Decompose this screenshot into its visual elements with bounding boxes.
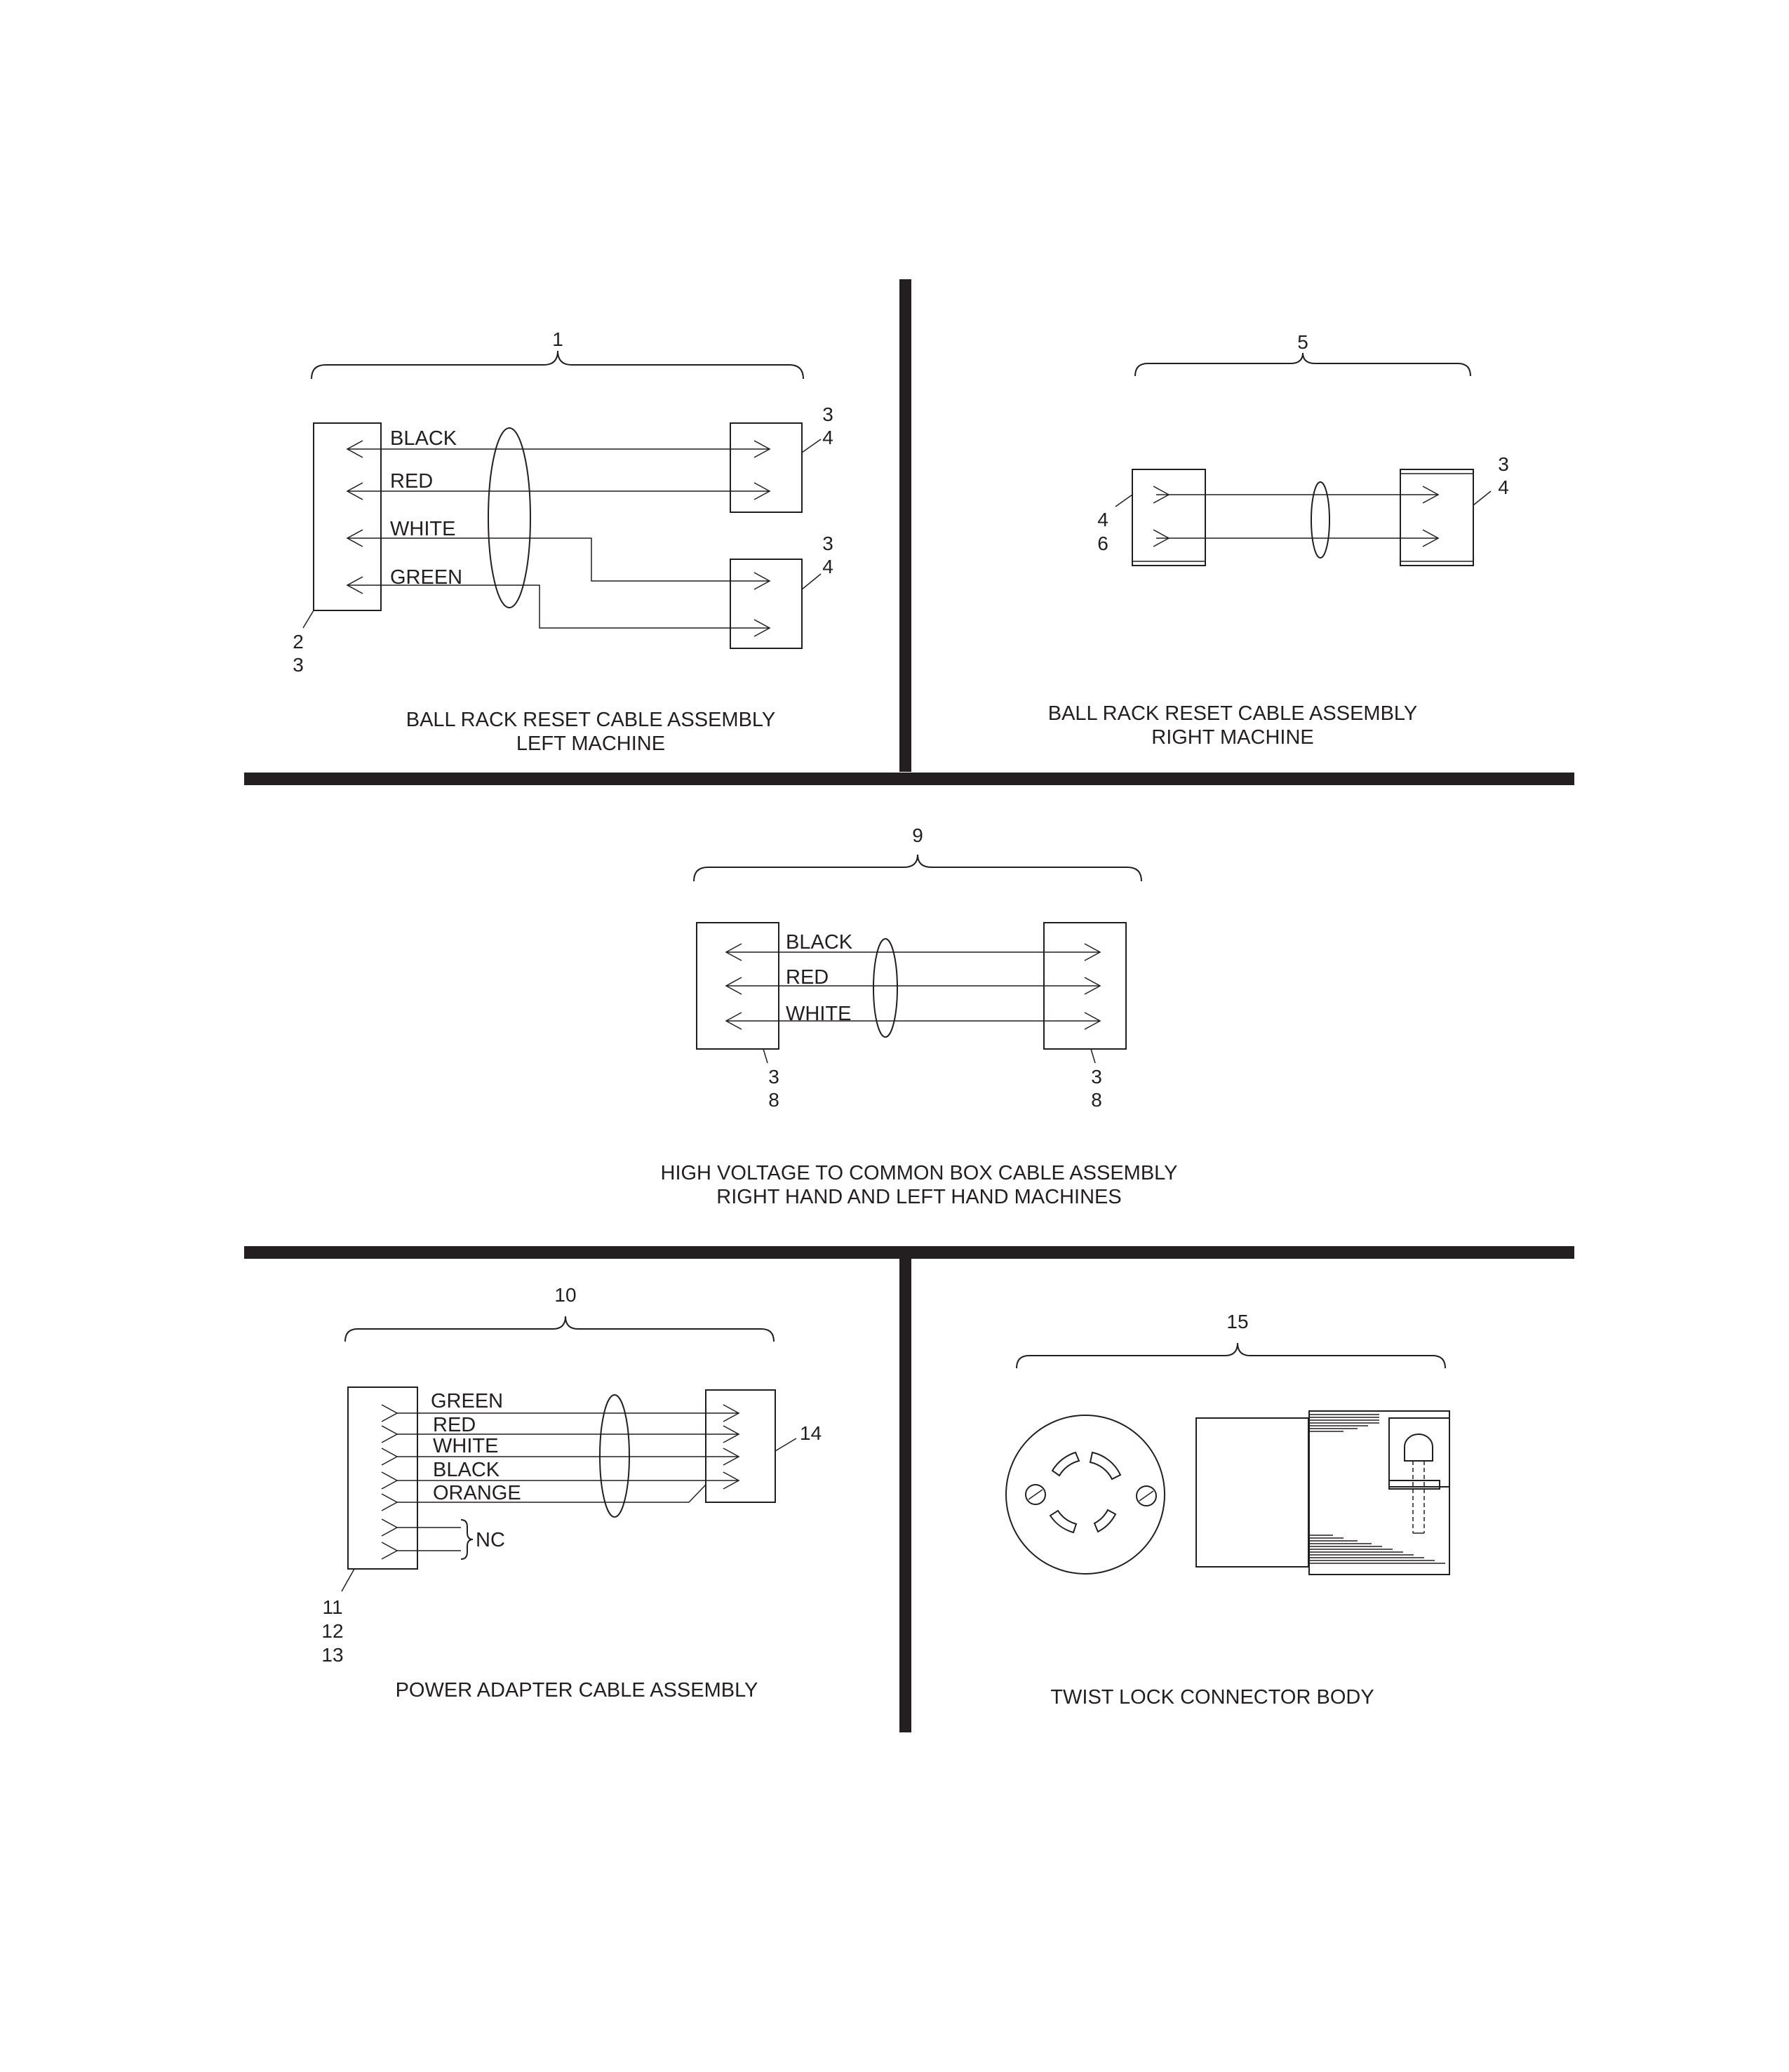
panel-title-line1: BALL RACK RESET CABLE ASSEMBLY [406, 709, 776, 731]
ref-right-b: 4 [1498, 476, 1509, 498]
wire-label-green: GREEN [390, 566, 463, 589]
brace-5 [1135, 353, 1470, 376]
panel-title-line2: LEFT MACHINE [516, 733, 666, 755]
ref-upper-right-a: 3 [822, 403, 833, 425]
panel-title-line2: RIGHT MACHINE [1151, 726, 1314, 749]
wire-label-white: WHITE [390, 518, 456, 540]
left-connector [1132, 469, 1205, 566]
wire-label-white: WHITE [433, 1435, 499, 1457]
wire-label-red: RED [390, 470, 434, 493]
twist-lock-side [1196, 1411, 1449, 1575]
ref-left-a: 4 [1097, 509, 1108, 530]
divider-top-vertical [899, 279, 911, 772]
ref-left-a: 3 [768, 1066, 779, 1088]
item-number-10: 10 [554, 1284, 577, 1306]
right-connector [1400, 469, 1473, 566]
panel-ball-rack-left [293, 328, 833, 755]
ref-left-a: 2 [293, 631, 304, 653]
ref-lower-right-a: 3 [822, 533, 833, 554]
wire-label-orange: ORANGE [433, 1482, 521, 1504]
ref-left-a: 11 [322, 1596, 343, 1618]
twist-lock-face [1006, 1415, 1165, 1574]
right-connector-upper [730, 423, 802, 512]
wire-label-black: BLACK [390, 427, 457, 450]
panel-dividers [244, 279, 1574, 1732]
wire-label-green: GREEN [431, 1390, 504, 1412]
ref-lower-right-b: 4 [822, 556, 833, 577]
panel-title-line2: RIGHT HAND AND LEFT HAND MACHINES [716, 1186, 1122, 1208]
ref-right-b: 8 [1091, 1089, 1102, 1111]
right-connector [706, 1390, 775, 1502]
brace-9 [694, 855, 1141, 881]
wire-label-black: BLACK [433, 1459, 500, 1481]
wire-label-white: WHITE [786, 1003, 852, 1025]
panel-twist-lock [1006, 1311, 1449, 1709]
panel-title: POWER ADAPTER CABLE ASSEMBLY [395, 1679, 758, 1702]
brace-15 [1017, 1343, 1445, 1368]
item-number-5: 5 [1297, 331, 1308, 353]
brace-10 [345, 1316, 774, 1342]
panel-title-line1: BALL RACK RESET CABLE ASSEMBLY [1047, 702, 1418, 725]
ref-left-b: 6 [1097, 533, 1108, 554]
ref-upper-right-b: 4 [822, 427, 833, 448]
cable-jacket-oval [488, 428, 530, 608]
nc-brace [461, 1520, 473, 1559]
item-number-9: 9 [912, 824, 923, 846]
panel-title: TWIST LOCK CONNECTOR BODY [1050, 1686, 1374, 1709]
panel-high-voltage [661, 824, 1178, 1208]
ref-left-b: 3 [293, 654, 304, 676]
panel-ball-rack-right [1048, 331, 1509, 749]
wire-label-red: RED [786, 966, 829, 989]
panel-title-line1: HIGH VOLTAGE TO COMMON BOX CABLE ASSEMBLY [660, 1162, 1178, 1184]
item-number-15: 15 [1226, 1311, 1249, 1332]
left-connector [314, 423, 381, 610]
wire-label-red: RED [433, 1414, 476, 1436]
ref-right-a: 3 [1498, 453, 1509, 475]
panel-power-adapter [321, 1284, 822, 1702]
ref-left-b: 8 [768, 1089, 779, 1111]
divider-bottom-vertical [899, 1259, 911, 1732]
right-connector-lower [730, 559, 802, 648]
ref-left-b: 12 [321, 1620, 344, 1642]
item-number-1: 1 [552, 328, 563, 350]
ref-right: 14 [800, 1422, 822, 1444]
nc-label: NC [476, 1529, 505, 1551]
cable-jacket-oval [1311, 482, 1329, 558]
ref-right-a: 3 [1091, 1066, 1102, 1088]
left-connector [348, 1387, 417, 1569]
divider-horizontal-lower [244, 1246, 1574, 1259]
cable-jacket-oval [873, 939, 897, 1037]
ref-left-c: 13 [321, 1644, 344, 1666]
divider-horizontal-upper [244, 773, 1574, 785]
wire-label-black: BLACK [786, 931, 853, 954]
brace-1 [311, 351, 803, 379]
